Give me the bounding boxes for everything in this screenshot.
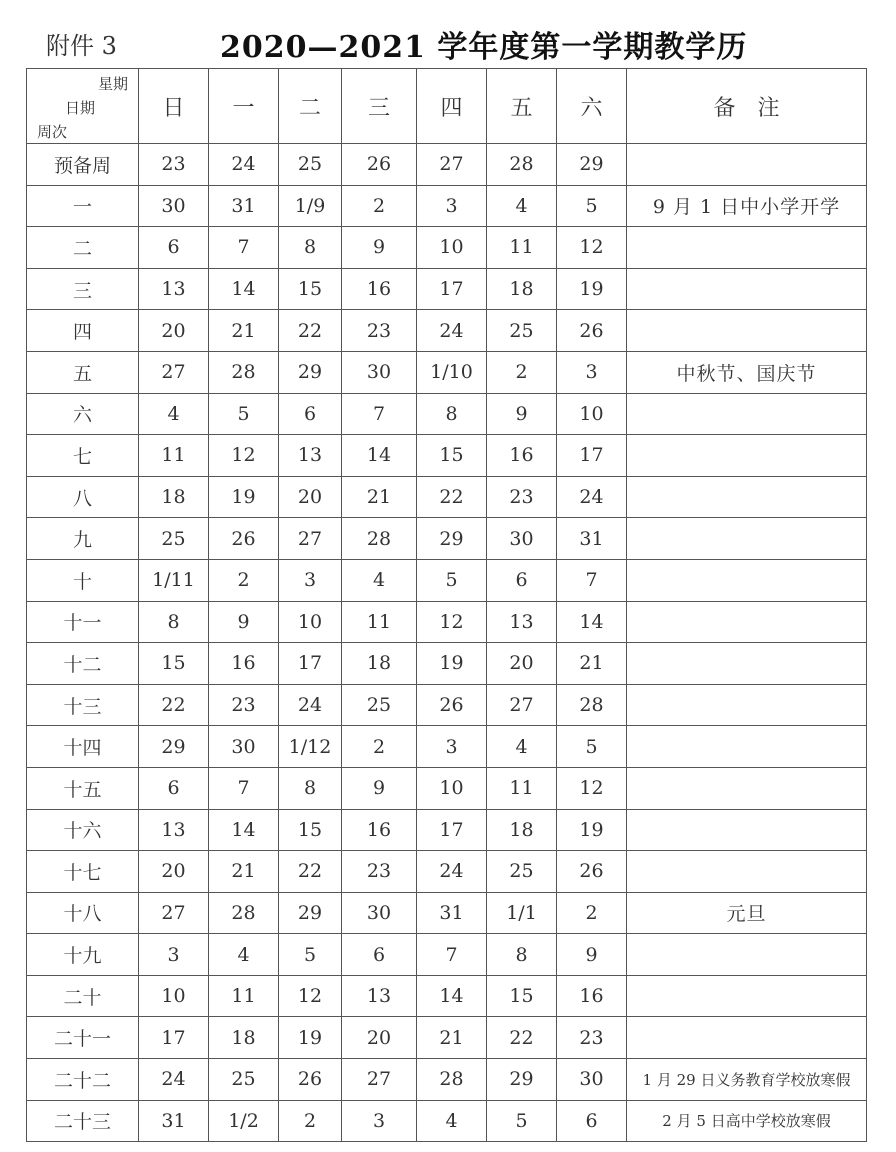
- week-number-cell: 四: [27, 310, 139, 352]
- date-cell: 3: [557, 351, 627, 393]
- date-cell: 23: [209, 684, 279, 726]
- week-number-cell: 五: [27, 351, 139, 393]
- note-cell: 中秋节、国庆节: [627, 351, 867, 393]
- date-cell: 21: [209, 851, 279, 893]
- date-cell: 20: [487, 643, 557, 685]
- date-cell: 12: [279, 975, 342, 1017]
- date-cell: 3: [279, 559, 342, 601]
- date-cell: 4: [487, 185, 557, 227]
- date-cell: 4: [139, 393, 209, 435]
- note-cell: [627, 310, 867, 352]
- note-cell: [627, 726, 867, 768]
- date-cell: 10: [557, 393, 627, 435]
- date-cell: 8: [487, 934, 557, 976]
- table-row: [27, 476, 867, 518]
- date-cell: 21: [209, 310, 279, 352]
- table-row: [27, 435, 867, 477]
- date-cell: 17: [279, 643, 342, 685]
- date-cell: 9: [487, 393, 557, 435]
- date-cell: 17: [417, 268, 487, 310]
- date-cell: 30: [487, 518, 557, 560]
- date-cell: 1/1: [487, 892, 557, 934]
- date-cell: 6: [487, 559, 557, 601]
- note-cell: 元旦: [627, 892, 867, 934]
- date-cell: 24: [279, 684, 342, 726]
- table-row: [27, 268, 867, 310]
- date-cell: 20: [342, 1017, 417, 1059]
- date-cell: 28: [557, 684, 627, 726]
- date-cell: 16: [209, 643, 279, 685]
- table-row: [27, 1059, 867, 1101]
- date-cell: 22: [279, 310, 342, 352]
- date-cell: 14: [342, 435, 417, 477]
- table-row: [27, 767, 867, 809]
- date-cell: 22: [279, 851, 342, 893]
- date-cell: 14: [209, 809, 279, 851]
- note-cell: [627, 643, 867, 685]
- date-cell: 15: [279, 268, 342, 310]
- note-cell: [627, 393, 867, 435]
- date-cell: 15: [279, 809, 342, 851]
- date-cell: 5: [487, 1100, 557, 1142]
- corner-week-label: 周次: [37, 123, 68, 141]
- table-row: [27, 1100, 867, 1142]
- date-cell: 5: [279, 934, 342, 976]
- date-cell: 25: [342, 684, 417, 726]
- note-cell: [627, 934, 867, 976]
- date-cell: 14: [557, 601, 627, 643]
- date-cell: 26: [342, 144, 417, 186]
- note-cell: [627, 1017, 867, 1059]
- week-number-cell: 十三: [27, 684, 139, 726]
- date-cell: 9: [209, 601, 279, 643]
- note-header: 备 注: [627, 69, 867, 144]
- week-number-cell: 十二: [27, 643, 139, 685]
- date-cell: 23: [139, 144, 209, 186]
- week-number-cell: 二十三: [27, 1100, 139, 1142]
- week-number-cell: 十九: [27, 934, 139, 976]
- date-cell: 24: [417, 310, 487, 352]
- week-number-cell: 十六: [27, 809, 139, 851]
- date-cell: 31: [557, 518, 627, 560]
- date-cell: 29: [487, 1059, 557, 1101]
- date-cell: 24: [417, 851, 487, 893]
- note-cell: [627, 975, 867, 1017]
- date-cell: 5: [209, 393, 279, 435]
- table-row: [27, 809, 867, 851]
- note-cell: 2 月 5 日高中学校放寒假: [627, 1100, 867, 1142]
- note-cell: [627, 268, 867, 310]
- date-cell: 12: [417, 601, 487, 643]
- date-cell: 26: [279, 1059, 342, 1101]
- date-cell: 10: [139, 975, 209, 1017]
- date-cell: 4: [209, 934, 279, 976]
- date-cell: 9: [342, 767, 417, 809]
- date-cell: 6: [557, 1100, 627, 1142]
- date-cell: 1/10: [417, 351, 487, 393]
- date-cell: 1/2: [209, 1100, 279, 1142]
- date-cell: 4: [417, 1100, 487, 1142]
- week-number-cell: 二: [27, 227, 139, 269]
- date-cell: 17: [417, 809, 487, 851]
- date-cell: 19: [417, 643, 487, 685]
- note-cell: [627, 144, 867, 186]
- table-row: [27, 227, 867, 269]
- date-cell: 19: [557, 809, 627, 851]
- date-cell: 23: [342, 851, 417, 893]
- date-cell: 22: [139, 684, 209, 726]
- table-row: [27, 684, 867, 726]
- note-cell: [627, 476, 867, 518]
- week-number-cell: 一: [27, 185, 139, 227]
- week-number-cell: 二十二: [27, 1059, 139, 1101]
- date-cell: 9: [557, 934, 627, 976]
- corner-weekday-label: 星期: [97, 75, 128, 93]
- date-cell: 23: [487, 476, 557, 518]
- date-cell: 5: [557, 185, 627, 227]
- day-header-wed: 三: [342, 69, 417, 144]
- date-cell: 18: [487, 268, 557, 310]
- date-cell: 1/9: [279, 185, 342, 227]
- page-title: 2020—2021 学年度第一学期教学历: [220, 30, 748, 65]
- day-header-mon: 一: [209, 69, 279, 144]
- date-cell: 28: [417, 1059, 487, 1101]
- date-cell: 6: [139, 767, 209, 809]
- date-cell: 13: [487, 601, 557, 643]
- date-cell: 10: [417, 227, 487, 269]
- week-number-cell: 六: [27, 393, 139, 435]
- date-cell: 7: [209, 227, 279, 269]
- date-cell: 21: [557, 643, 627, 685]
- date-cell: 10: [417, 767, 487, 809]
- date-cell: 25: [209, 1059, 279, 1101]
- date-cell: 11: [209, 975, 279, 1017]
- date-cell: 19: [209, 476, 279, 518]
- date-cell: 26: [417, 684, 487, 726]
- date-cell: 28: [209, 351, 279, 393]
- date-cell: 25: [279, 144, 342, 186]
- date-cell: 2: [279, 1100, 342, 1142]
- note-cell: [627, 435, 867, 477]
- date-cell: 7: [342, 393, 417, 435]
- table-row: [27, 975, 867, 1017]
- table-row: [27, 643, 867, 685]
- week-number-cell: 七: [27, 435, 139, 477]
- date-cell: 7: [417, 934, 487, 976]
- date-cell: 27: [139, 351, 209, 393]
- table-row: [27, 1017, 867, 1059]
- date-cell: 24: [139, 1059, 209, 1101]
- date-cell: 15: [487, 975, 557, 1017]
- date-cell: 15: [139, 643, 209, 685]
- date-cell: 4: [342, 559, 417, 601]
- date-cell: 21: [417, 1017, 487, 1059]
- date-cell: 2: [209, 559, 279, 601]
- note-cell: [627, 518, 867, 560]
- date-cell: 14: [209, 268, 279, 310]
- date-cell: 23: [342, 310, 417, 352]
- date-cell: 25: [139, 518, 209, 560]
- table-row: [27, 934, 867, 976]
- date-cell: 16: [487, 435, 557, 477]
- table-row: [27, 601, 867, 643]
- date-cell: 27: [279, 518, 342, 560]
- table-row: [27, 851, 867, 893]
- date-cell: 1/12: [279, 726, 342, 768]
- date-cell: 18: [139, 476, 209, 518]
- table-row: [27, 726, 867, 768]
- week-number-cell: 十一: [27, 601, 139, 643]
- week-number-cell: 十: [27, 559, 139, 601]
- date-cell: 19: [279, 1017, 342, 1059]
- date-cell: 11: [487, 227, 557, 269]
- date-cell: 16: [557, 975, 627, 1017]
- date-cell: 31: [417, 892, 487, 934]
- week-number-cell: 八: [27, 476, 139, 518]
- date-cell: 28: [209, 892, 279, 934]
- note-cell: [627, 559, 867, 601]
- date-cell: 11: [487, 767, 557, 809]
- week-number-cell: 预备周: [27, 144, 139, 186]
- date-cell: 17: [139, 1017, 209, 1059]
- date-cell: 2: [557, 892, 627, 934]
- date-cell: 31: [209, 185, 279, 227]
- date-cell: 28: [487, 144, 557, 186]
- date-cell: 30: [342, 351, 417, 393]
- date-cell: 17: [557, 435, 627, 477]
- date-cell: 7: [557, 559, 627, 601]
- date-cell: 8: [279, 227, 342, 269]
- week-number-cell: 十四: [27, 726, 139, 768]
- date-cell: 26: [557, 851, 627, 893]
- attachment-label: 附件 3: [46, 32, 117, 60]
- date-cell: 2: [342, 185, 417, 227]
- date-cell: 19: [557, 268, 627, 310]
- week-number-cell: 三: [27, 268, 139, 310]
- date-cell: 20: [139, 310, 209, 352]
- date-cell: 21: [342, 476, 417, 518]
- date-cell: 27: [139, 892, 209, 934]
- date-cell: 30: [342, 892, 417, 934]
- date-cell: 30: [139, 185, 209, 227]
- date-cell: 30: [557, 1059, 627, 1101]
- date-cell: 16: [342, 268, 417, 310]
- date-cell: 29: [557, 144, 627, 186]
- date-cell: 2: [342, 726, 417, 768]
- header-row: [27, 69, 867, 144]
- date-cell: 29: [279, 351, 342, 393]
- date-cell: 13: [139, 268, 209, 310]
- date-cell: 13: [139, 809, 209, 851]
- table-row: [27, 393, 867, 435]
- date-cell: 29: [139, 726, 209, 768]
- date-cell: 3: [139, 934, 209, 976]
- date-cell: 23: [557, 1017, 627, 1059]
- table-row: [27, 310, 867, 352]
- date-cell: 24: [209, 144, 279, 186]
- date-cell: 25: [487, 851, 557, 893]
- note-cell: 9 月 1 日中小学开学: [627, 185, 867, 227]
- date-cell: 6: [279, 393, 342, 435]
- date-cell: 18: [209, 1017, 279, 1059]
- date-cell: 4: [487, 726, 557, 768]
- date-cell: 12: [209, 435, 279, 477]
- note-cell: [627, 767, 867, 809]
- date-cell: 15: [417, 435, 487, 477]
- week-number-cell: 十八: [27, 892, 139, 934]
- date-cell: 9: [342, 227, 417, 269]
- note-cell: [627, 809, 867, 851]
- date-cell: 3: [417, 185, 487, 227]
- table-row: [27, 185, 867, 227]
- date-cell: 22: [417, 476, 487, 518]
- date-cell: 31: [139, 1100, 209, 1142]
- date-cell: 8: [417, 393, 487, 435]
- week-number-cell: 十七: [27, 851, 139, 893]
- week-number-cell: 十五: [27, 767, 139, 809]
- date-cell: 12: [557, 767, 627, 809]
- date-cell: 12: [557, 227, 627, 269]
- note-cell: [627, 851, 867, 893]
- date-cell: 5: [417, 559, 487, 601]
- date-cell: 18: [487, 809, 557, 851]
- date-cell: 20: [139, 851, 209, 893]
- table-row: [27, 351, 867, 393]
- date-cell: 16: [342, 809, 417, 851]
- date-cell: 20: [279, 476, 342, 518]
- date-cell: 27: [487, 684, 557, 726]
- day-header-thu: 四: [417, 69, 487, 144]
- table-row: [27, 892, 867, 934]
- corner-header: [27, 69, 139, 144]
- calendar-body: [27, 144, 867, 1142]
- week-number-cell: 二十一: [27, 1017, 139, 1059]
- table-row: [27, 559, 867, 601]
- date-cell: 11: [139, 435, 209, 477]
- date-cell: 25: [487, 310, 557, 352]
- corner-date-label: 日期: [65, 99, 96, 117]
- note-cell: [627, 684, 867, 726]
- date-cell: 13: [279, 435, 342, 477]
- date-cell: 14: [417, 975, 487, 1017]
- date-cell: 2: [487, 351, 557, 393]
- school-calendar-table: [26, 68, 867, 1142]
- date-cell: 29: [279, 892, 342, 934]
- date-cell: 8: [139, 601, 209, 643]
- date-cell: 27: [342, 1059, 417, 1101]
- date-cell: 5: [557, 726, 627, 768]
- week-number-cell: 二十: [27, 975, 139, 1017]
- date-cell: 18: [342, 643, 417, 685]
- date-cell: 3: [417, 726, 487, 768]
- date-cell: 26: [209, 518, 279, 560]
- day-header-fri: 五: [487, 69, 557, 144]
- day-header-tue: 二: [279, 69, 342, 144]
- date-cell: 6: [139, 227, 209, 269]
- week-number-cell: 九: [27, 518, 139, 560]
- date-cell: 22: [487, 1017, 557, 1059]
- date-cell: 10: [279, 601, 342, 643]
- date-cell: 6: [342, 934, 417, 976]
- date-cell: 11: [342, 601, 417, 643]
- date-cell: 29: [417, 518, 487, 560]
- day-header-sat: 六: [557, 69, 627, 144]
- table-row: [27, 144, 867, 186]
- note-cell: [627, 601, 867, 643]
- date-cell: 8: [279, 767, 342, 809]
- day-header-sun: 日: [139, 69, 209, 144]
- date-cell: 13: [342, 975, 417, 1017]
- date-cell: 7: [209, 767, 279, 809]
- date-cell: 27: [417, 144, 487, 186]
- date-cell: 3: [342, 1100, 417, 1142]
- date-cell: 28: [342, 518, 417, 560]
- note-cell: 1 月 29 日义务教育学校放寒假: [627, 1059, 867, 1101]
- date-cell: 1/11: [139, 559, 209, 601]
- date-cell: 26: [557, 310, 627, 352]
- note-cell: [627, 227, 867, 269]
- date-cell: 24: [557, 476, 627, 518]
- table-row: [27, 518, 867, 560]
- date-cell: 30: [209, 726, 279, 768]
